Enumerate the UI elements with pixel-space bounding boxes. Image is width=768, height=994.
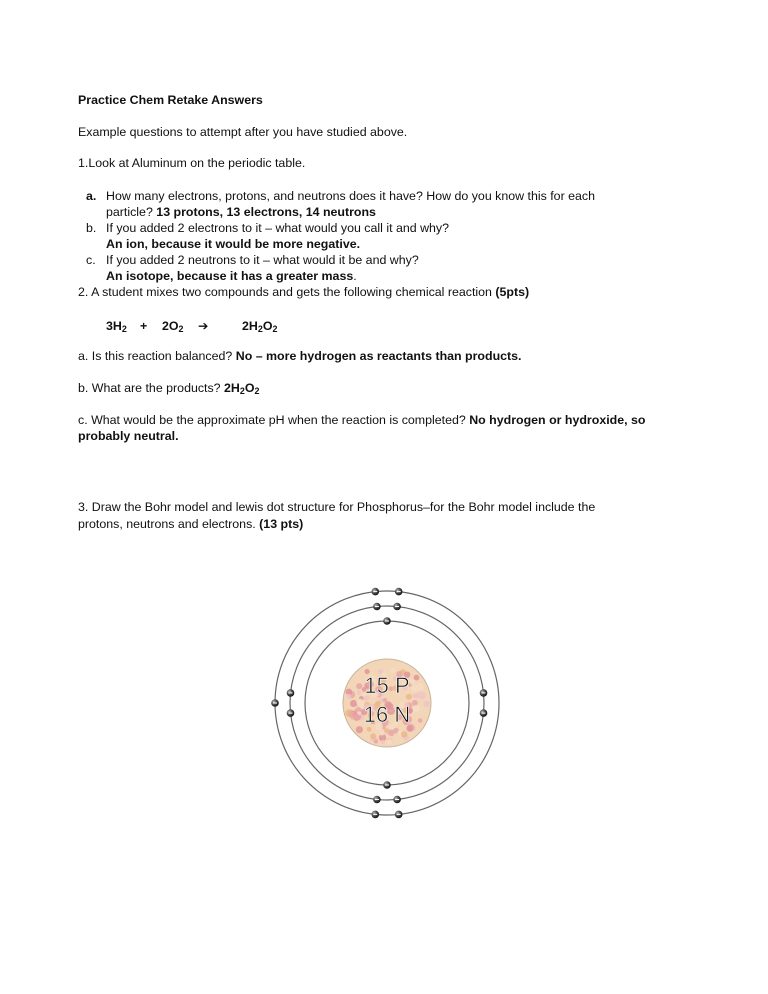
- q1-c-answer: An isotope, because it has a greater mass: [106, 269, 354, 283]
- q1-a-line2: [106, 205, 376, 220]
- nucleon: [381, 740, 385, 744]
- nucleon: [423, 701, 430, 708]
- q2-b-answer: $2H_2O_2$: [224, 381, 260, 397]
- q1-a-text-cont: particle?: [106, 205, 153, 219]
- nucleon: [401, 731, 407, 737]
- nucleus-protons-label: 15 P: [364, 673, 410, 698]
- electron: [372, 588, 380, 596]
- nucleon: [370, 733, 376, 739]
- electron: [287, 689, 295, 697]
- nucleon: [414, 675, 420, 681]
- electron: [373, 796, 381, 804]
- electron: [393, 796, 401, 804]
- electron: [383, 781, 391, 789]
- nucleon: [356, 690, 361, 695]
- nucleon: [410, 679, 416, 685]
- q2-a-line: [78, 349, 522, 364]
- q2-b-line: [78, 381, 259, 396]
- electron: [480, 689, 488, 697]
- chemical-equation: [106, 319, 326, 335]
- document-title: Practice Chem Retake Answers: [78, 93, 263, 107]
- q1-b-label: b.: [86, 221, 97, 235]
- nucleon: [384, 728, 389, 733]
- nucleus: [343, 659, 431, 747]
- q2-c-answer-cont: probably neutral.: [78, 429, 179, 443]
- q3-text-line1: 3. Draw the Bohr model and lewis dot structure for Phosphorus–for the Bohr model include the: [78, 500, 596, 514]
- electron: [393, 603, 401, 611]
- nucleon: [413, 705, 420, 712]
- nucleon: [387, 739, 392, 744]
- nucleon: [346, 694, 351, 699]
- q2-c-text: c. What would be the approximate pH when the reaction is completed?: [78, 413, 466, 427]
- q2-c-answer: No hydrogen or hydroxide, so: [469, 413, 646, 427]
- q3-points: (13 pts): [259, 517, 304, 531]
- q3-text-line2: protons, neutrons and electrons. (13 pts): [78, 517, 304, 531]
- equation-plus: +: [140, 319, 148, 333]
- q1-b-answer: An ion, because it would be more negative.: [106, 237, 361, 251]
- nucleon: [411, 684, 418, 691]
- q1-a-text: How many electrons, protons, and neutrons does it have? How do you know this for each: [106, 189, 596, 203]
- electron: [372, 811, 380, 819]
- q2-a-answer: No – more hydrogen as reactants than products.: [235, 349, 522, 363]
- nucleus-neutrons-label: 16 N: [363, 702, 411, 727]
- q1-b-text: If you added 2 electrons to it – what would you call it and why?: [106, 221, 450, 235]
- electron: [373, 603, 381, 611]
- intro-text: Example questions to attempt after you have studied above.: [78, 125, 408, 139]
- nucleon: [380, 731, 385, 736]
- q1-a-answer: 13 protons, 13 electrons, 14 neutrons: [156, 205, 376, 219]
- nucleon: [356, 683, 362, 689]
- q2-prompt-line: [78, 285, 529, 300]
- q2-points: (5pts): [495, 285, 530, 299]
- equation-product: $2H_2O_2$: [242, 319, 278, 335]
- q1-c-answer-line: [106, 269, 357, 284]
- nucleon: [356, 726, 363, 733]
- q1-prompt: 1.Look at Aluminum on the periodic table.: [78, 156, 306, 170]
- nucleon: [418, 718, 423, 723]
- electron: [395, 588, 403, 596]
- q1-c-label: c.: [86, 253, 96, 267]
- nucleon: [367, 727, 372, 732]
- equation-reactant1: $3H_2$: [106, 319, 127, 335]
- q2-a-text: a. Is this reaction balanced?: [78, 349, 233, 363]
- electron: [287, 709, 295, 717]
- q1-c-answer-end: .: [353, 269, 357, 283]
- q1-c-text: If you added 2 neutrons to it – what would it be and why?: [106, 253, 419, 267]
- q1-a-label: a.: [86, 189, 97, 203]
- electron: [383, 617, 391, 625]
- nucleon: [388, 730, 395, 737]
- electron: [395, 811, 403, 819]
- q2-c-line: [78, 413, 645, 428]
- nucleon: [374, 739, 378, 743]
- bohr-model-diagram: [262, 580, 512, 830]
- nucleon: [418, 692, 426, 700]
- q2-prompt: 2. A student mixes two compounds and gets the following chemical reaction: [78, 285, 492, 299]
- electron: [271, 699, 279, 707]
- electron: [480, 709, 488, 717]
- nucleon: [353, 714, 360, 721]
- q2-b-text: b. What are the products?: [78, 381, 221, 395]
- nucleon: [350, 700, 357, 707]
- equation-reactant2: $2O_2$: [162, 319, 184, 335]
- reaction-arrow-icon: ➔: [198, 319, 209, 333]
